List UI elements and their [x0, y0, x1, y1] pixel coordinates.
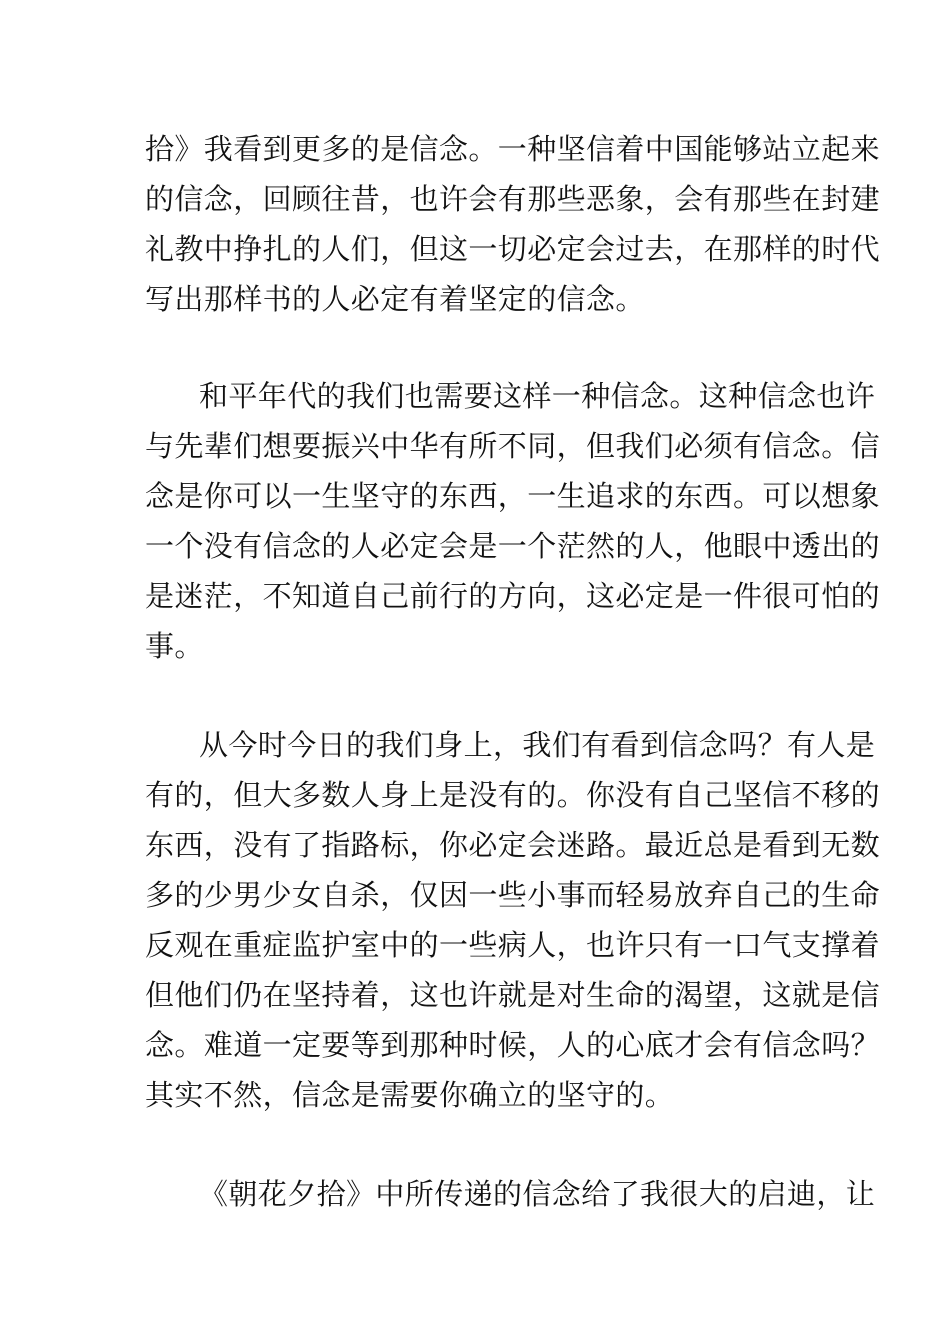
paragraph-line: 东西，没有了指路标，你必定会迷路。最近总是看到无数	[145, 828, 881, 862]
paragraph-line: 礼教中挣扎的人们，但这一切必定会过去，在那样的时代	[145, 232, 881, 266]
paragraph-line: 的信念，回顾往昔，也许会有那些恶象，会有那些在封建	[145, 182, 881, 216]
paragraph-line: 《朝花夕拾》中所传递的信念给了我很大的启迪，让	[199, 1177, 876, 1211]
paragraph-1	[145, 124, 881, 324]
paragraph-line: 其实不然，信念是需要你确立的坚守的。	[145, 1078, 675, 1112]
paragraph-line: 反观在重症监护室中的一些病人，也许只有一口气支撑着	[145, 928, 881, 962]
paragraph-line: 从今时今日的我们身上，我们有看到信念吗？有人是	[199, 728, 876, 762]
paragraph-line: 和平年代的我们也需要这样一种信念。这种信念也许	[199, 379, 876, 413]
paragraph-2	[145, 371, 881, 671]
paragraph-4	[145, 1169, 876, 1219]
paragraph-line: 是迷茫，不知道自己前行的方向，这必定是一件很可怕的	[145, 579, 881, 613]
paragraph-line: 与先辈们想要振兴中华有所不同，但我们必须有信念。信	[145, 429, 881, 463]
paragraph-line: 念是你可以一生坚守的东西，一生追求的东西。可以想象	[145, 479, 881, 513]
paragraph-line: 写出那样书的人必定有着坚定的信念。	[145, 282, 645, 316]
paragraph-3	[145, 720, 881, 1120]
paragraph-line: 拾》我看到更多的是信念。一种坚信着中国能够站立起来	[145, 132, 881, 166]
paragraph-line: 念。难道一定要等到那种时候，人的心底才会有信念吗？	[145, 1028, 881, 1062]
paragraph-line: 事。	[145, 629, 204, 663]
paragraph-line: 多的少男少女自杀，仅因一些小事而轻易放弃自己的生命	[145, 878, 881, 912]
paragraph-line: 但他们仍在坚持着，这也许就是对生命的渴望，这就是信	[145, 978, 881, 1012]
paragraph-line: 有的，但大多数人身上是没有的。你没有自己坚信不移的	[145, 778, 881, 812]
paragraph-line: 一个没有信念的人必定会是一个茫然的人，他眼中透出的	[145, 529, 881, 563]
